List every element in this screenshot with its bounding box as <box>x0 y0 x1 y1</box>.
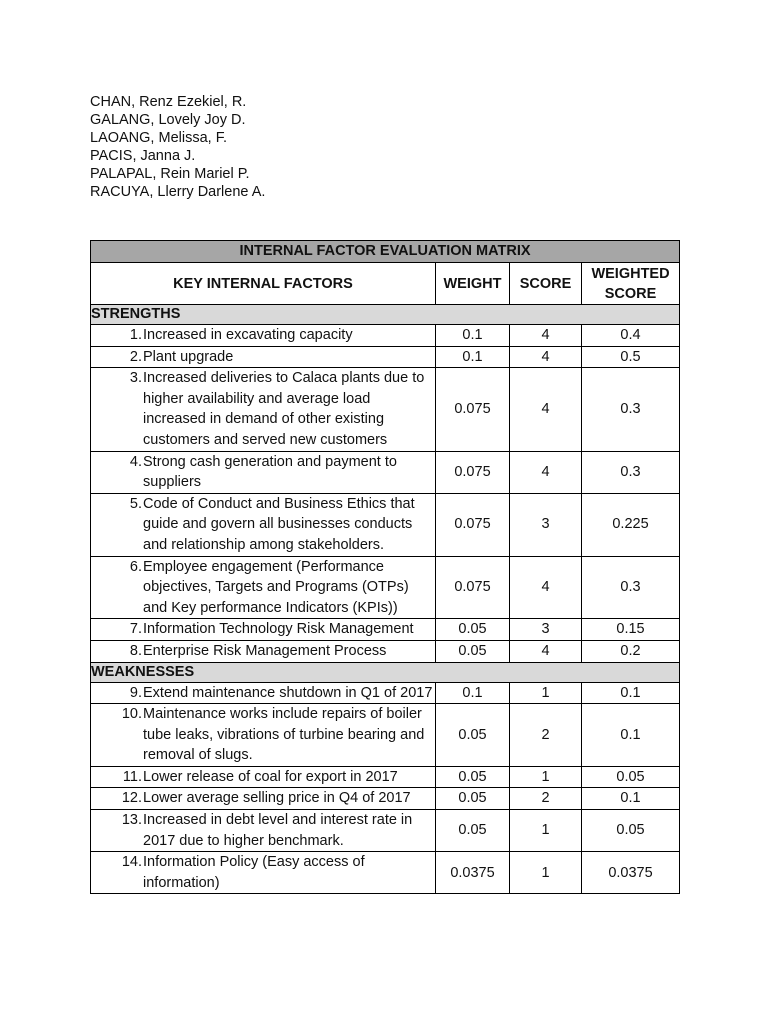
score-cell: 3 <box>510 619 582 641</box>
factor-text: Enterprise Risk Management Process <box>143 642 387 659</box>
factor-cell <box>91 704 436 767</box>
score-cell: 2 <box>510 788 582 810</box>
table-row <box>91 852 680 894</box>
header-weighted-score: WEIGHTED SCORE <box>582 263 680 305</box>
factor-number: 9. <box>129 684 142 701</box>
weight-cell: 0.05 <box>436 766 510 788</box>
score-cell: 4 <box>510 556 582 619</box>
weight-cell: 0.0375 <box>436 852 510 894</box>
weighted-score-cell: 0.05 <box>582 810 680 852</box>
weighted-score-cell: 0.2 <box>582 640 680 662</box>
score-cell: 4 <box>510 451 582 493</box>
table-row <box>91 556 680 619</box>
factor-text: Maintenance works include repairs of boiler tube leaks, vibrations of turbine bearing and removal of slugs. <box>143 706 425 764</box>
score-cell: 1 <box>510 766 582 788</box>
weight-cell: 0.1 <box>436 682 510 704</box>
weighted-score-cell: 0.3 <box>582 451 680 493</box>
author-list <box>90 93 265 201</box>
factor-cell <box>91 766 436 788</box>
factor-text: Employee engagement (Performance objectives, Targets and Programs (OTPs) and Key performance Indicators (KPIs)) <box>143 558 409 616</box>
weight-cell: 0.05 <box>436 704 510 767</box>
table-row <box>91 619 680 641</box>
author-name: RACUYA, Llerry Darlene A. <box>90 184 266 200</box>
weighted-score-cell: 0.225 <box>582 493 680 556</box>
factor-text: Code of Conduct and Business Ethics that guide and govern all businesses conducts and relationship among stakeholders. <box>143 495 415 553</box>
section-label-weaknesses: WEAKNESSES <box>91 662 680 682</box>
table-title: INTERNAL FACTOR EVALUATION MATRIX <box>91 241 680 263</box>
table-row <box>91 788 680 810</box>
table-row <box>91 493 680 556</box>
factor-text: Extend maintenance shutdown in Q1 of 2017 <box>143 684 433 701</box>
weighted-score-cell: 0.05 <box>582 766 680 788</box>
score-cell: 1 <box>510 810 582 852</box>
table-body <box>91 305 680 894</box>
score-cell: 4 <box>510 368 582 451</box>
factor-text: Increased in excavating capacity <box>143 327 353 343</box>
table-row <box>91 368 680 451</box>
author-name: LAOANG, Melissa, F. <box>90 130 227 146</box>
table-row <box>91 704 680 767</box>
factor-text: Strong cash generation and payment to suppliers <box>143 453 397 491</box>
factor-cell <box>91 493 436 556</box>
table-header-row <box>91 263 680 305</box>
weight-cell: 0.1 <box>436 325 510 347</box>
factor-number: 14. <box>121 854 142 871</box>
weighted-score-cell: 0.1 <box>582 682 680 704</box>
factor-number: 8. <box>129 642 142 659</box>
factor-text: Lower average selling price in Q4 of 2017 <box>143 790 411 807</box>
author-name: PALAPAL, Rein Mariel P. <box>90 166 250 182</box>
weight-cell: 0.1 <box>436 346 510 368</box>
author-name: CHAN, Renz Ezekiel, R. <box>90 94 247 110</box>
weight-cell: 0.05 <box>436 619 510 641</box>
section-row-weaknesses <box>91 662 680 682</box>
factor-cell <box>91 810 436 852</box>
weight-cell: 0.075 <box>436 493 510 556</box>
factor-cell <box>91 556 436 619</box>
table-row <box>91 346 680 368</box>
factor-text: Lower release of coal for export in 2017 <box>143 768 398 785</box>
weight-cell: 0.075 <box>436 556 510 619</box>
weight-cell: 0.075 <box>436 451 510 493</box>
weighted-score-cell: 0.4 <box>582 325 680 347</box>
factor-number: 1. <box>129 327 142 343</box>
weight-cell: 0.05 <box>436 640 510 662</box>
factor-number: 2. <box>129 348 142 365</box>
factor-cell <box>91 368 436 451</box>
weighted-score-cell: 0.3 <box>582 556 680 619</box>
header-weight: WEIGHT <box>436 263 510 305</box>
factor-cell <box>91 852 436 894</box>
score-cell: 1 <box>510 682 582 704</box>
factor-number: 5. <box>129 495 142 512</box>
table-row <box>91 640 680 662</box>
header-key-internal-factors: KEY INTERNAL FACTORS <box>91 263 436 305</box>
header-score: SCORE <box>510 263 582 305</box>
factor-number: 12. <box>121 790 142 807</box>
table-row <box>91 766 680 788</box>
factor-text: Information Technology Risk Management <box>143 621 414 638</box>
factor-text: Increased deliveries to Calaca plants due to higher availability and average load increased in demand of other existing customers and served new customers <box>143 370 425 448</box>
author-name: GALANG, Lovely Joy D. <box>90 112 246 128</box>
score-cell: 4 <box>510 640 582 662</box>
section-row-strengths <box>91 305 680 325</box>
section-label-strengths: STRENGTHS <box>91 305 680 325</box>
factor-cell <box>91 640 436 662</box>
weight-cell: 0.05 <box>436 810 510 852</box>
table-row <box>91 451 680 493</box>
factor-number: 10. <box>121 706 142 723</box>
factor-cell <box>91 346 436 368</box>
factor-cell <box>91 619 436 641</box>
factor-cell <box>91 325 436 347</box>
score-cell: 1 <box>510 852 582 894</box>
weighted-score-cell: 0.1 <box>582 704 680 767</box>
table-row <box>91 682 680 704</box>
table-row <box>91 325 680 347</box>
weighted-score-cell: 0.5 <box>582 346 680 368</box>
weighted-score-cell: 0.1 <box>582 788 680 810</box>
factor-text: Increased in debt level and interest rate in 2017 due to higher benchmark. <box>143 812 413 849</box>
score-cell: 2 <box>510 704 582 767</box>
weighted-score-cell: 0.15 <box>582 619 680 641</box>
author-name: PACIS, Janna J. <box>90 148 196 164</box>
factor-text: Information Policy (Easy access of information) <box>143 854 365 891</box>
factor-number: 13. <box>121 812 142 829</box>
table-title-row <box>91 241 680 263</box>
factor-number: 6. <box>129 558 142 575</box>
weighted-score-cell: 0.3 <box>582 368 680 451</box>
score-cell: 4 <box>510 346 582 368</box>
factor-number: 4. <box>129 453 142 470</box>
factor-number: 7. <box>129 621 142 638</box>
table-row <box>91 810 680 852</box>
score-cell: 3 <box>510 493 582 556</box>
weight-cell: 0.05 <box>436 788 510 810</box>
factor-text: Plant upgrade <box>143 348 234 365</box>
factor-number: 11. <box>122 768 142 785</box>
factor-cell <box>91 451 436 493</box>
factor-cell <box>91 682 436 704</box>
score-cell: 4 <box>510 325 582 347</box>
weight-cell: 0.075 <box>436 368 510 451</box>
weighted-score-cell: 0.0375 <box>582 852 680 894</box>
factor-cell <box>91 788 436 810</box>
factor-number: 3. <box>129 370 142 387</box>
ife-matrix-table <box>90 240 680 894</box>
